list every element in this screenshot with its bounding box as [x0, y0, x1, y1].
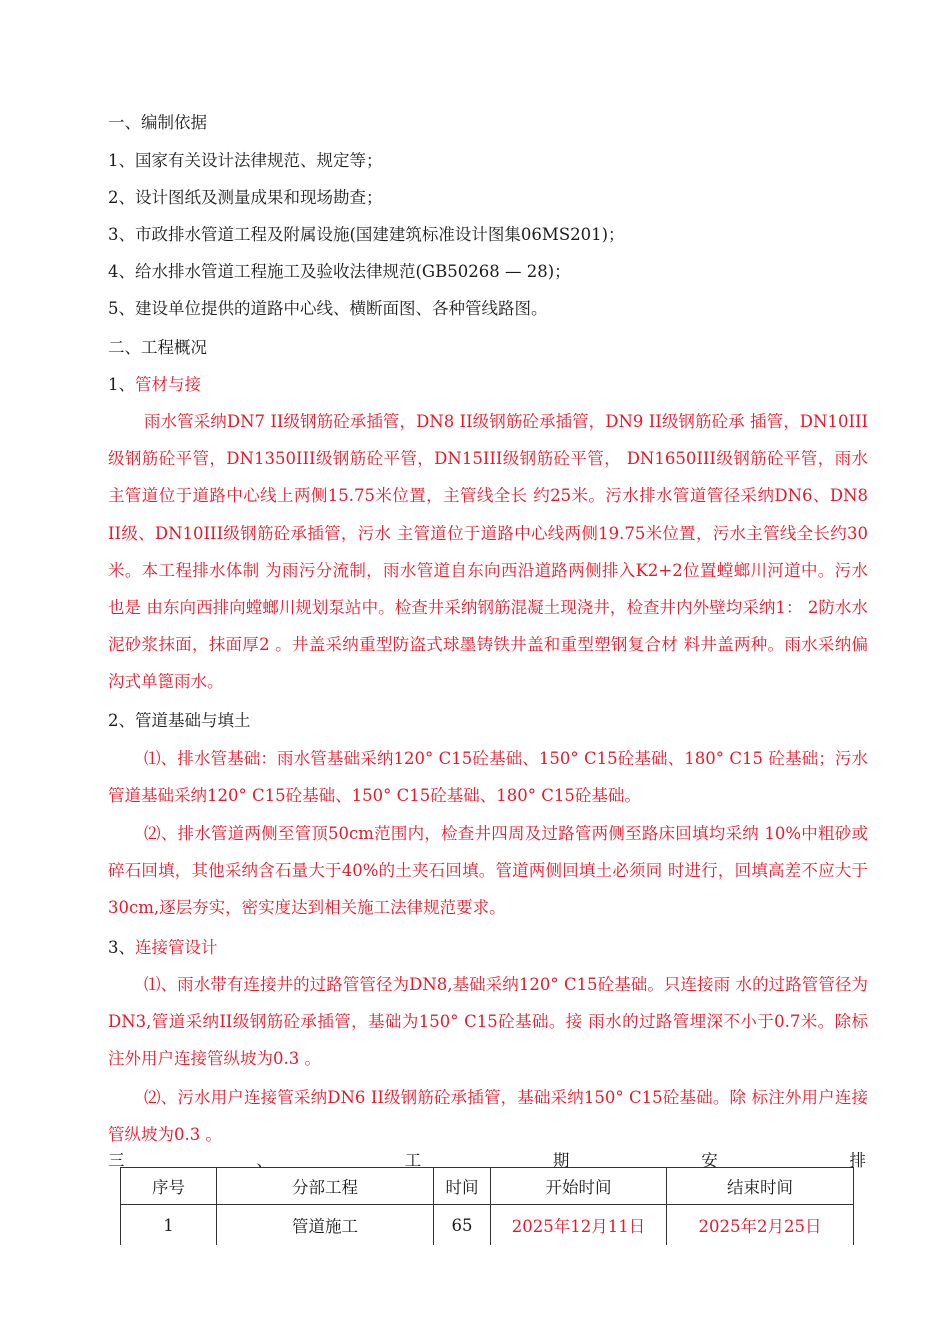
section-3-title-char: 安 [701, 1151, 718, 1170]
subsection-3-number: 3、 [108, 938, 135, 957]
basis-item-1: 1、国家有关设计法律规范、规定等； [108, 151, 383, 170]
header-cell-no: 序号 [121, 1168, 217, 1205]
section-3-title-char: 三 [108, 1151, 125, 1170]
connection-paragraph-2: ⑵、污水用户连接管采纳DN6 II级钢筋砼承插管，基础采纳150° C15砼基础。除 标注外用户连接管纵坡为0.3 。 [108, 1088, 868, 1145]
cell-end: 2025年2月25日 [667, 1205, 854, 1246]
table-row [121, 1205, 854, 1246]
connection-paragraph-1: ⑴、雨水带有连接井的过路管管径为DN8,基础采纳120° C15砼基础。只连接雨 水的过路管管径为DN3,管道采纳II级钢筋砼承插管，基础为150° C15砼基础。接 雨水的过路管埋深不小于0.7米。除标注外用户连接管纵坡为0.3 。 [108, 975, 868, 1069]
cell-start: 2025年12月11日 [491, 1205, 667, 1246]
subsection-1-heading [108, 374, 868, 396]
section-3-title-char: 排 [849, 1151, 866, 1170]
subsection-3-title: 连接管设计 [135, 938, 218, 957]
cell-task: 管道施工 [217, 1205, 434, 1246]
subsection-3-heading [108, 937, 868, 959]
foundation-paragraph-2: ⑵、排水管道两侧至管顶50cm范围内，检查井四周及过路管两侧至路床回填均采纳 10%中粗砂或碎石回填，其他采纳含石量大于40%的土夹石回填。管道两侧回填土必须同 时进行，回填高差不应大于30cm,逐层夯实，密实度达到相关施工法律规范要求。 [108, 824, 868, 918]
cell-no: 1 [121, 1205, 217, 1246]
basis-item-5: 5、建设单位提供的道路中心线、横断面图、各种管线路图。 [108, 299, 548, 318]
header-cell-start: 开始时间 [491, 1168, 667, 1205]
basis-item-2: 2、设计图纸及测量成果和现场勘查； [108, 188, 383, 207]
header-cell-task: 分部工程 [217, 1168, 434, 1205]
basis-item-3: 3、市政排水管道工程及附属设施(国建建筑标准设计图集06MS201)； [108, 225, 625, 244]
section-3-title-char: 工 [404, 1151, 422, 1170]
subsection-2-title: 2、管道基础与填土 [108, 711, 251, 730]
basis-item-4: 4、给水排水管道工程施工及验收法律规范(GB50268 — 28)； [108, 262, 571, 281]
subsection-1-number: 1、 [108, 375, 135, 394]
foundation-paragraph-1: ⑴、排水管基础：雨水管基础采纳120° C15砼基础、150° C15砼基础、180° C15 砼基础；污水管道基础采纳120° C15砼基础、150° C15砼基础、180° C15砼基础。 [108, 749, 868, 806]
schedule-table [120, 1167, 854, 1245]
cell-duration: 65 [434, 1205, 491, 1246]
section-3-title-char: 、 [256, 1151, 273, 1170]
section-2-title: 二、工程概况 [108, 338, 207, 357]
subsection-1-title: 管材与接 [135, 375, 201, 394]
header-cell-duration: 时间 [434, 1168, 491, 1205]
section-3-title-char: 期 [552, 1151, 570, 1170]
pipe-material-paragraph: 雨水管采纳DN7 II级钢筋砼承插管，DN8 II级钢筋砼承插管，DN9 II级钢筋砼承 插管，DN10III级钢筋砼平管，DN1350III级钢筋砼平管，DN15III级钢筋砼平管， DN1650III级钢筋砼平管，雨水主管道位于道路中心线上两侧15.75米位置，主管线全长 约25米。污水排水管道管径采纳DN6、DN8 II级、DN10III级钢筋砼承插管，污水 主管道位于道路中心线两侧19.75米位置，污水主管线全长约30米。本工程排水体制 为雨污分流制，雨水管道自东向西沿道路两侧排入K2+2位置螳螂川河道中。污水也是 由东向西排向螳螂川规划泵站中。检查井采纳钢筋混凝土现浇井，检查井内外壁均采纳1： 2防水水泥砂浆抹面，抹面厚2 。井盖采纳重型防盗式球墨铸铁井盖和重型塑钢复合材 料井盖两种。雨水采纳偏沟式单篦雨水。 [108, 412, 868, 692]
section-1-title: 一、编制依据 [108, 113, 207, 132]
table-header-row [121, 1168, 854, 1205]
header-cell-end: 结束时间 [667, 1168, 854, 1205]
